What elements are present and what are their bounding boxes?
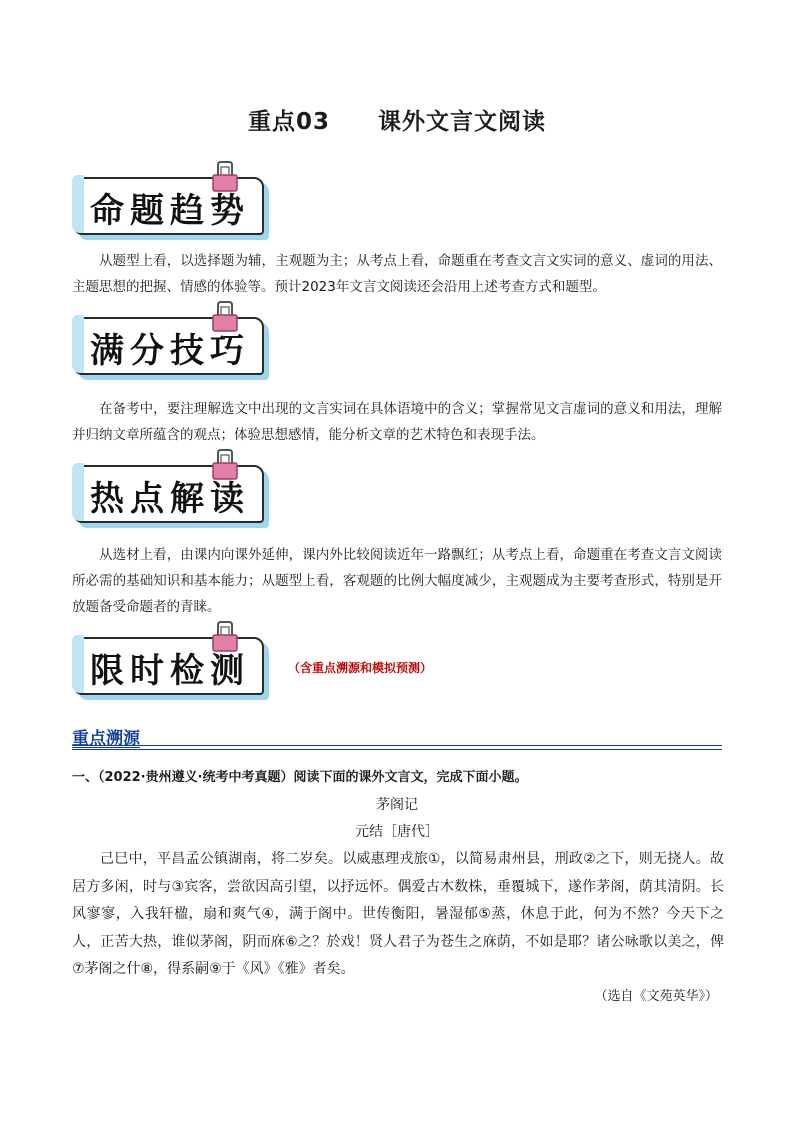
divider — [72, 745, 722, 746]
passage-title: 茅阁记 — [376, 797, 418, 813]
timed-test-note: （含重点溯源和模拟预测） — [288, 661, 433, 675]
banner-trend — [74, 177, 264, 235]
banner-timed-test — [74, 637, 264, 695]
passage-text: 己巳中，平昌孟公镇湖南，将二岁矣。以威惠理戎旅①，以简易肃州县，刑政②之下，则无挠人。故居方多闲，时与③宾客，尝欲因高引望，以抒远怀。偶爱古木数株，垂覆城下，遂作茅阁，荫其清阴。长风寥寥，入我轩楹，扇和爽气④，满于阁中。世传衡阳，暑湿郁⑤蒸，休息于此，何为不然？今天下之人，正苦大热，谁似茅阁，阴而庥⑥之？於戏！贤人君子为苍生之庥荫，不如是耶？诸公咏歌以美之，俾⑦茅阁之什⑧，得系嗣⑨于《风》《雅》者矣。 — [72, 851, 724, 977]
banner-skills — [74, 317, 264, 375]
passage-author: 元结［唐代］ — [355, 824, 439, 840]
passage-citation: （选自《文苑英华》） — [594, 989, 718, 1004]
section-heading: 重点溯源 — [72, 729, 140, 749]
divider — [72, 749, 722, 750]
banner-hotspots — [74, 465, 264, 523]
paragraph-skills: 在备考中，要注理解选文中出现的文言实词在具体语境中的含义；掌握常见文言虚词的意义和用法，理解并归纳文章所蕴含的观点；体验思想感情，能分析文章的艺术特色和表现手法。 — [72, 401, 722, 443]
banner-label: 满分技巧 — [90, 331, 250, 371]
banner-label: 热点解读 — [90, 479, 250, 519]
banner-label: 限时检测 — [90, 651, 250, 691]
paragraph-trend: 从题型上看，以选择题为辅，主观题为主；从考点上看，命题重在考查文言文实词的意义、虚词的用法、主题思想的把握、情感的体验等。预计2023年文言文阅读还会沿用上述考查方式和题型。 — [72, 253, 722, 295]
question-prompt: 一、（2022·贵州遵义·统考中考真题）阅读下面的课外文言文，完成下面小题。 — [72, 770, 528, 785]
page-title: 重点03 课外文言文阅读 — [247, 109, 546, 135]
banner-label: 命题趋势 — [90, 191, 250, 231]
paragraph-hotspots: 从选材上看，由课内向课外延伸，课内外比较阅读近年一路飘红；从考点上看，命题重在考查文言文阅读所必需的基础知识和基本能力；从题型上看，客观题的比例大幅度减少，主观题成为主要考查形式，特别是开放题备受命题者的青睐。 — [72, 547, 722, 615]
